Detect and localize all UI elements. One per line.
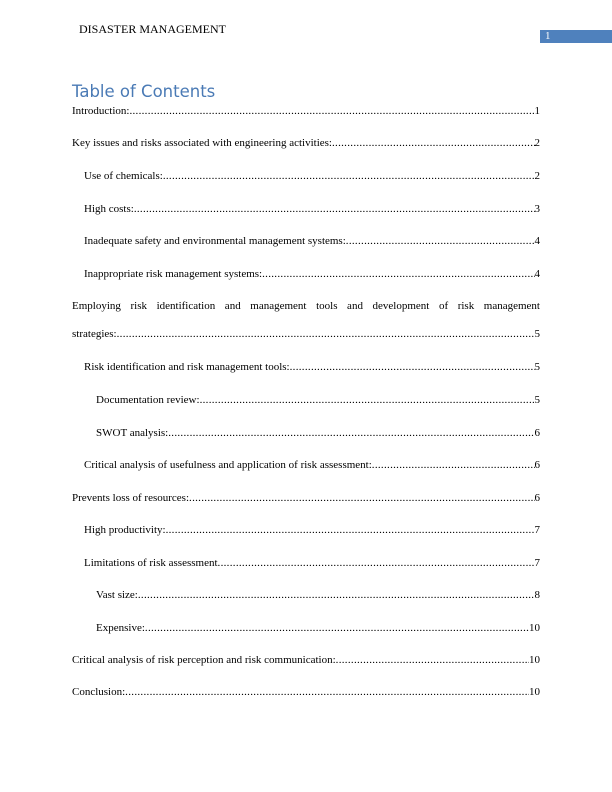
toc-entry-key-issues[interactable] [72, 136, 540, 151]
dot-leader [336, 653, 529, 668]
toc-entry-label: High productivity: [84, 524, 166, 536]
toc-entry-label: Employing risk identification and management tools and development of risk management [72, 300, 540, 312]
toc-entry-label: SWOT analysis: [96, 427, 169, 439]
toc-entry-page: 7 [534, 557, 540, 569]
toc-entry-label: Vast size: [96, 589, 138, 601]
toc-entry-label: Critical analysis of risk perception and risk communication: [72, 654, 336, 666]
dot-leader [129, 104, 534, 119]
dot-leader [134, 202, 535, 217]
toc-entry-label: Documentation review: [96, 394, 200, 406]
toc-entry-label: High costs: [84, 203, 134, 215]
toc-title: Table of Contents [72, 82, 216, 101]
dot-leader [262, 267, 534, 282]
toc-entry-prevents-loss[interactable] [72, 491, 540, 506]
toc-entry-risk-identification-tools[interactable] [84, 360, 540, 375]
toc-entry-page: 7 [534, 524, 540, 536]
toc-entry-page: 10 [529, 622, 540, 634]
dot-leader [189, 491, 534, 506]
toc-entry-page: 1 [534, 105, 540, 117]
toc-entry-page: 6 [534, 459, 540, 471]
toc-entry-label: Conclusion: [72, 686, 126, 698]
dot-leader [163, 169, 535, 184]
toc-entry-inappropriate-risk[interactable] [84, 267, 540, 282]
toc-entry-page: 10 [529, 686, 540, 698]
toc-entry-inadequate-safety[interactable] [84, 234, 540, 249]
toc-entry-high-productivity[interactable] [84, 523, 540, 538]
toc-entry-label: Risk identification and risk management tools: [84, 361, 290, 373]
dot-leader [125, 685, 529, 700]
dot-leader [117, 327, 535, 342]
toc-entry-page: 8 [534, 589, 540, 601]
page-number: 1 [545, 30, 551, 42]
toc-entry-page: 4 [534, 235, 540, 247]
dot-leader [168, 426, 534, 441]
dot-leader [332, 136, 535, 151]
toc-entry-label: Introduction: [72, 105, 130, 117]
toc-entry-label: Limitations of risk assessment [84, 557, 218, 569]
toc-entry-high-costs[interactable] [84, 202, 540, 217]
toc-entry-use-of-chemicals[interactable] [84, 169, 540, 184]
toc-entry-page: 3 [534, 203, 540, 215]
toc-entry-expensive[interactable] [96, 621, 540, 636]
toc-entry-page: 6 [534, 492, 540, 504]
toc-entry-employing-risk-line2[interactable] [72, 327, 540, 342]
dot-leader [200, 393, 535, 408]
toc-entry-page: 4 [534, 268, 540, 280]
toc-entry-limitations[interactable] [84, 556, 540, 571]
toc-entry-vast-size[interactable] [96, 588, 540, 603]
toc-entry-label: Inappropriate risk management systems: [84, 268, 263, 280]
toc-entry-page: 2 [534, 137, 540, 149]
toc-entry-page: 5 [534, 361, 540, 373]
running-header-title: DISASTER MANAGEMENT [79, 22, 226, 36]
toc-entry-label: Expensive: [96, 622, 145, 634]
toc-entry-page: 2 [534, 170, 540, 182]
dot-leader [372, 458, 535, 473]
toc-entry-label: Use of chemicals: [84, 170, 163, 182]
toc-entry-page: 6 [534, 427, 540, 439]
toc-entry-label-continued: strategies: [72, 328, 117, 340]
dot-leader [218, 556, 535, 571]
toc-entry-employing-risk-line1[interactable] [72, 299, 540, 314]
toc-entry-conclusion[interactable] [72, 685, 540, 700]
dot-leader [145, 621, 529, 636]
toc-entry-page: 5 [534, 328, 540, 340]
toc-entry-label: Key issues and risks associated with engineering activities: [72, 137, 332, 149]
toc-entry-page: 5 [534, 394, 540, 406]
toc-entry-documentation-review[interactable] [96, 393, 540, 408]
toc-entry-label: Critical analysis of usefulness and application of risk assessment: [84, 459, 372, 471]
toc-entry-risk-perception[interactable] [72, 653, 540, 668]
toc-entry-introduction[interactable] [72, 104, 540, 119]
dot-leader [138, 588, 535, 603]
toc-entry-label: Prevents loss of resources: [72, 492, 190, 504]
toc-entry-critical-analysis-usefulness[interactable] [84, 458, 540, 473]
toc-entry-swot-analysis[interactable] [96, 426, 540, 441]
toc-entry-label: Inadequate safety and environmental management systems: [84, 235, 346, 247]
dot-leader [346, 234, 535, 249]
page-number-tab [540, 30, 612, 43]
dot-leader [290, 360, 535, 375]
toc-entry-page: 10 [529, 654, 540, 666]
dot-leader [166, 523, 535, 538]
